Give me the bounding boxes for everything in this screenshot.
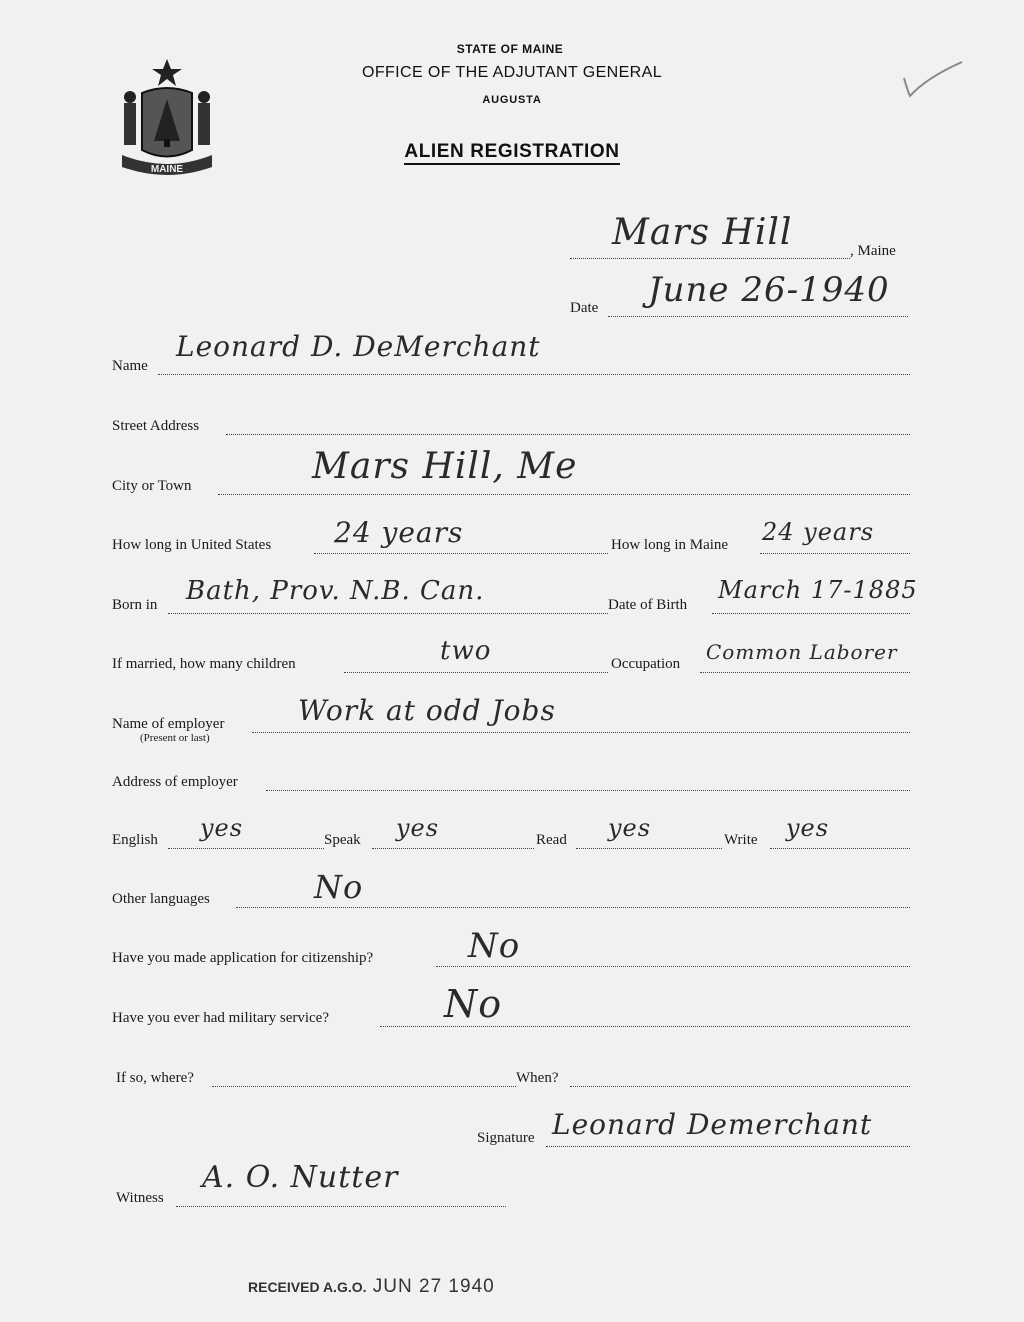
speak-line bbox=[372, 848, 534, 849]
born-in-line bbox=[168, 613, 608, 614]
how-long-us-value[interactable]: 24 years bbox=[334, 516, 464, 549]
city-line bbox=[218, 494, 910, 495]
header-state: STATE OF MAINE bbox=[456, 42, 564, 56]
town-line bbox=[570, 258, 850, 259]
where-line bbox=[212, 1086, 516, 1087]
name-value[interactable]: Leonard D. DeMerchant bbox=[176, 330, 541, 363]
employer-sublabel: (Present or last) bbox=[140, 732, 210, 744]
header-city: AUGUSTA bbox=[482, 94, 542, 106]
witness-value[interactable]: A. O. Nutter bbox=[202, 1160, 399, 1195]
military-line bbox=[380, 1026, 910, 1027]
stamp-prefix: RECEIVED A.G.O. bbox=[248, 1279, 367, 1295]
other-languages-value[interactable]: No bbox=[314, 868, 364, 906]
children-value[interactable]: two bbox=[440, 636, 492, 666]
date-label: Date bbox=[570, 300, 599, 316]
read-line bbox=[576, 848, 722, 849]
street-address-line bbox=[226, 434, 910, 435]
citizenship-line bbox=[436, 966, 910, 967]
occupation-line bbox=[700, 672, 910, 673]
town-value[interactable]: Mars Hill bbox=[612, 212, 793, 253]
read-label: Read bbox=[536, 832, 567, 848]
speak-value[interactable]: yes bbox=[396, 814, 440, 842]
date-of-birth-line bbox=[712, 613, 910, 614]
born-in-label: Born in bbox=[112, 597, 158, 613]
employer-line bbox=[252, 732, 910, 733]
signature-label: Signature bbox=[477, 1130, 535, 1146]
children-line bbox=[344, 672, 608, 673]
write-line bbox=[770, 848, 910, 849]
date-value[interactable]: June 26-1940 bbox=[648, 270, 890, 310]
children-label: If married, how many children bbox=[112, 656, 296, 672]
form-title bbox=[0, 141, 1024, 163]
when-line bbox=[570, 1086, 910, 1087]
header-office: OFFICE OF THE ADJUTANT GENERAL bbox=[361, 64, 663, 81]
how-long-maine-line bbox=[760, 553, 910, 554]
city-value[interactable]: Mars Hill, Me bbox=[312, 446, 578, 487]
employer-address-line bbox=[266, 790, 910, 791]
employer-value[interactable]: Work at odd Jobs bbox=[298, 694, 556, 727]
witness-label: Witness bbox=[116, 1190, 164, 1206]
military-value[interactable]: No bbox=[444, 982, 503, 1026]
how-long-us-label: How long in United States bbox=[112, 537, 272, 553]
military-label: Have you ever had military service? bbox=[112, 1010, 329, 1026]
witness-line bbox=[176, 1206, 506, 1207]
employer-label: Name of employer bbox=[112, 716, 225, 732]
seal-label: MAINE bbox=[150, 164, 184, 175]
signature-value[interactable]: Leonard Demerchant bbox=[552, 1108, 873, 1141]
city-label: City or Town bbox=[112, 478, 192, 494]
english-value[interactable]: yes bbox=[200, 814, 244, 842]
other-languages-label: Other languages bbox=[112, 891, 210, 907]
write-value[interactable]: yes bbox=[786, 814, 830, 842]
speak-label: Speak bbox=[324, 832, 361, 848]
name-line bbox=[158, 374, 910, 375]
employer-address-label: Address of employer bbox=[112, 774, 238, 790]
occupation-value[interactable]: Common Laborer bbox=[706, 640, 898, 664]
stamp-date: JUN 27 1940 bbox=[372, 1276, 495, 1297]
street-address-label: Street Address bbox=[112, 418, 200, 434]
english-line bbox=[168, 848, 324, 849]
date-line bbox=[608, 316, 908, 317]
citizenship-value[interactable]: No bbox=[468, 926, 521, 966]
name-label: Name bbox=[112, 358, 148, 374]
write-label: Write bbox=[724, 832, 758, 848]
signature-line bbox=[546, 1146, 910, 1147]
read-value[interactable]: yes bbox=[608, 814, 652, 842]
english-label: English bbox=[112, 832, 158, 848]
date-of-birth-value[interactable]: March 17-1885 bbox=[718, 576, 918, 604]
occupation-label: Occupation bbox=[611, 656, 681, 672]
how-long-us-line bbox=[314, 553, 608, 554]
other-languages-line bbox=[236, 907, 910, 908]
form-title-text: ALIEN REGISTRATION bbox=[404, 141, 619, 165]
town-suffix: , Maine bbox=[850, 243, 896, 259]
date-of-birth-label: Date of Birth bbox=[608, 597, 688, 613]
received-stamp bbox=[248, 1276, 495, 1298]
how-long-maine-label: How long in Maine bbox=[611, 537, 729, 553]
citizenship-label: Have you made application for citizenship? bbox=[112, 950, 374, 966]
where-label: If so, where? bbox=[116, 1070, 194, 1086]
when-label: When? bbox=[516, 1070, 559, 1086]
how-long-maine-value[interactable]: 24 years bbox=[762, 518, 875, 546]
born-in-value[interactable]: Bath, Prov. N.B. Can. bbox=[186, 576, 485, 606]
